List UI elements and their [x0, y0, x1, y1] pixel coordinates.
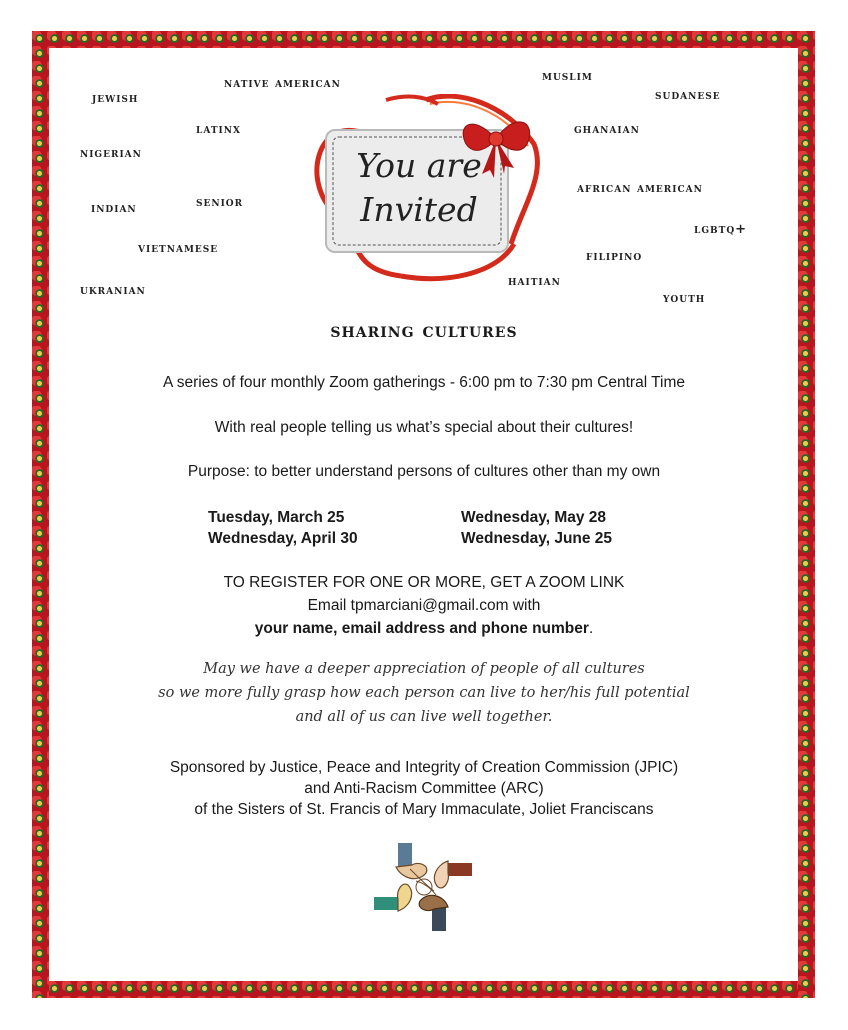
- culture-word: lgbtq+: [694, 222, 748, 237]
- dates-column-left: [208, 507, 358, 549]
- register-heading: TO REGISTER FOR ONE OR MORE, GET A ZOOM LINK: [223, 574, 625, 591]
- culture-word: youth: [663, 291, 706, 306]
- culture-word: native american: [224, 76, 341, 91]
- register-details-bold: your name, email address and phone number: [254, 620, 589, 637]
- invitation-card: [306, 94, 542, 284]
- flower-border-bottom: [32, 981, 815, 998]
- prayer-text: [0, 657, 848, 729]
- culture-word: ukranian: [80, 283, 146, 298]
- sponsor-line: of the Sisters of St. Francis of Mary Immaculate, Joliet Franciscans: [194, 801, 654, 818]
- joined-hands-icon: [374, 843, 472, 931]
- culture-word: filipino: [586, 249, 643, 264]
- flower-border-left: [32, 31, 49, 998]
- sponsor-line: and Anti-Racism Committee (ARC): [304, 780, 544, 797]
- culture-word: senior: [196, 195, 244, 210]
- register-details-end: .: [588, 620, 594, 637]
- culture-word: haitian: [508, 274, 561, 289]
- culture-word: ghanaian: [574, 122, 640, 137]
- dates-column-right: [461, 507, 612, 549]
- people-line: With real people telling us what’s special about their cultures!: [214, 419, 634, 436]
- date-item: Tuesday, March 25: [208, 509, 345, 526]
- invitation-line-1: You are: [356, 146, 482, 185]
- flower-border-top: [32, 31, 815, 48]
- culture-word: vietnamese: [138, 241, 219, 256]
- culture-word: sudanese: [655, 88, 721, 103]
- date-item: Wednesday, April 30: [208, 530, 358, 547]
- page-title: sharing cultures: [330, 318, 518, 342]
- date-item: Wednesday, May 28: [461, 509, 607, 526]
- prayer-line: and all of us can live well together.: [295, 709, 553, 725]
- prayer-line: so we more fully grasp how each person can live to her/his full potential: [158, 685, 690, 701]
- culture-word: muslim: [542, 69, 593, 84]
- culture-word: indian: [91, 201, 137, 216]
- prayer-line: May we have a deeper appreciation of people of all cultures: [203, 661, 645, 677]
- flower-border-right: [798, 31, 815, 998]
- invitation-line-2: Invited: [360, 190, 478, 229]
- culture-word: nigerian: [80, 146, 142, 161]
- culture-word: african american: [577, 181, 703, 196]
- sponsor-line: Sponsored by Justice, Peace and Integrity of Creation Commission (JPIC): [169, 759, 679, 776]
- culture-word: jewish: [92, 91, 139, 106]
- series-line: A series of four monthly Zoom gatherings - 6:00 pm to 7:30 pm Central Time: [162, 374, 686, 391]
- register-email-line: Email tpmarciani@gmail.com with: [307, 597, 541, 614]
- sponsor-text: [0, 757, 848, 820]
- register-details: [0, 620, 848, 638]
- purpose-line: Purpose: to better understand persons of cultures other than my own: [187, 463, 661, 480]
- date-item: Wednesday, June 25: [461, 530, 613, 547]
- culture-word: latinx: [196, 122, 241, 137]
